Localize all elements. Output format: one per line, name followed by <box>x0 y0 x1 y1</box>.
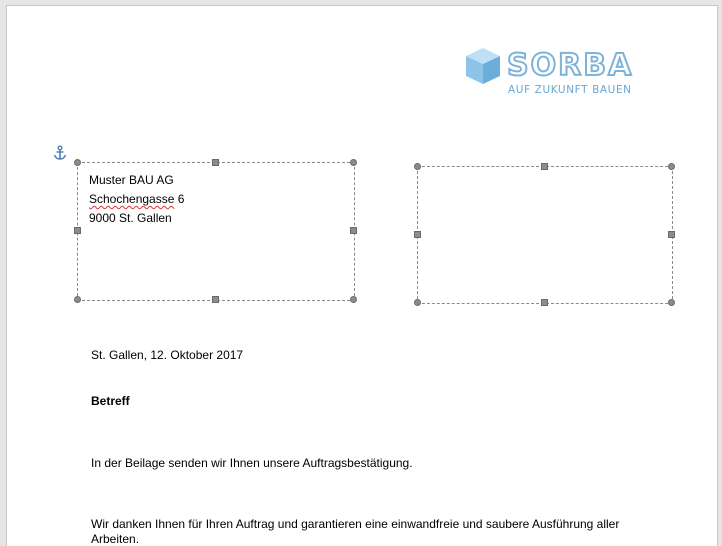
resize-handle-right[interactable] <box>668 231 675 238</box>
address-line-3: 9000 St. Gallen <box>89 211 172 225</box>
company-logo <box>463 46 643 102</box>
letter-paragraph-2-continued[interactable]: Arbeiten. <box>91 532 140 546</box>
letter-paragraph-1[interactable]: In der Beilage senden wir Ihnen unsere Auftragsbestätigung. <box>91 456 413 470</box>
resize-handle-top-left[interactable] <box>74 159 81 166</box>
spellcheck-flagged-word: Schochengasse <box>89 192 175 206</box>
resize-handle-top-right[interactable] <box>350 159 357 166</box>
resize-handle-top-right[interactable] <box>668 163 675 170</box>
resize-handle-left[interactable] <box>414 231 421 238</box>
logo-tagline: AUF ZUKUNFT BAUEN <box>508 84 632 96</box>
resize-handle-top-left[interactable] <box>414 163 421 170</box>
logo-wordmark: SORBA <box>507 48 634 83</box>
letter-subject[interactable]: Betreff <box>91 394 130 408</box>
empty-textbox[interactable] <box>417 166 673 304</box>
resize-handle-right[interactable] <box>350 227 357 234</box>
letter-paragraph-2[interactable]: Wir danken Ihnen für Ihren Auftrag und garantieren eine einwandfreie und saubere Ausführung aller <box>91 517 620 531</box>
letter-date[interactable]: St. Gallen, 12. Oktober 2017 <box>91 348 244 362</box>
resize-handle-top[interactable] <box>212 159 219 166</box>
cube-logo-icon <box>463 46 503 86</box>
document-page[interactable] <box>6 5 718 546</box>
resize-handle-bottom-left[interactable] <box>414 299 421 306</box>
address-textbox[interactable] <box>77 162 355 301</box>
resize-handle-bottom[interactable] <box>212 296 219 303</box>
resize-handle-top[interactable] <box>541 163 548 170</box>
address-line-1: Muster BAU AG <box>89 173 174 187</box>
anchor-icon[interactable] <box>52 145 68 165</box>
recipient-address[interactable] <box>89 171 184 228</box>
resize-handle-left[interactable] <box>74 227 81 234</box>
resize-handle-bottom[interactable] <box>541 299 548 306</box>
resize-handle-bottom-left[interactable] <box>74 296 81 303</box>
resize-handle-bottom-right[interactable] <box>668 299 675 306</box>
address-line-2: Schochengasse 6 <box>89 192 185 206</box>
resize-handle-bottom-right[interactable] <box>350 296 357 303</box>
